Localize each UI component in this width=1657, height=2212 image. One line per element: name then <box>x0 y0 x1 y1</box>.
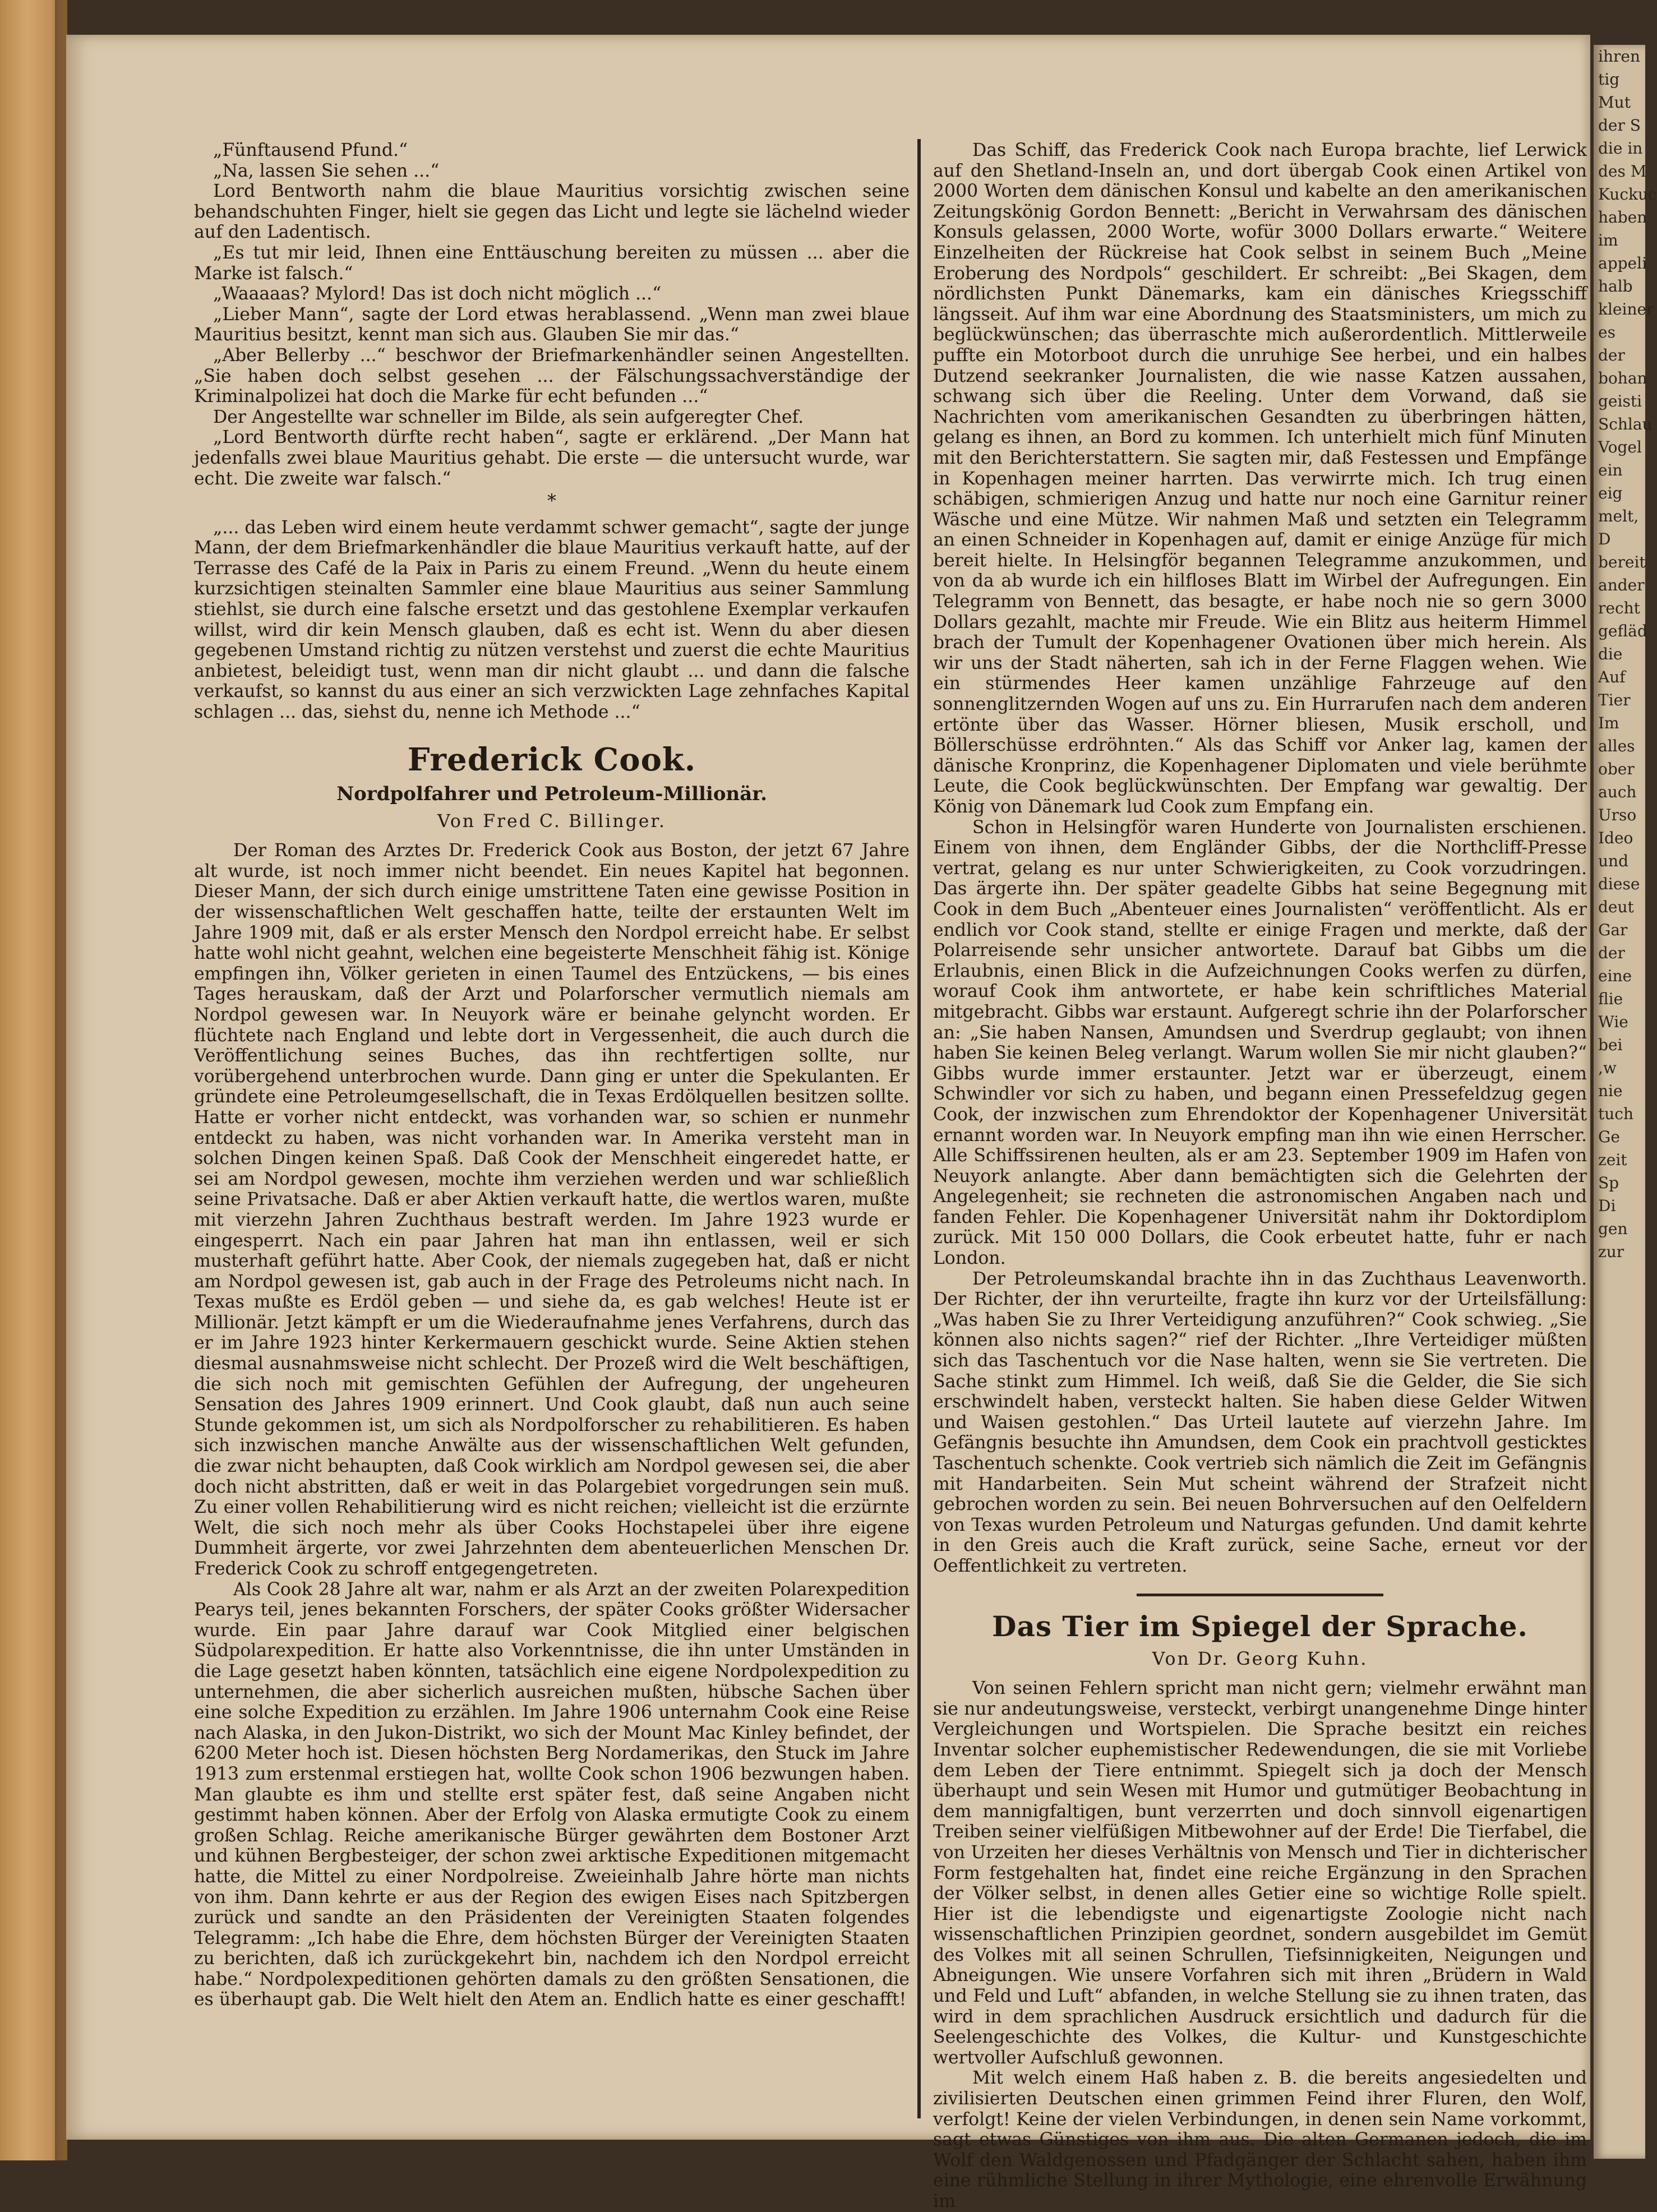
column-divider <box>917 139 921 2118</box>
story-paragraph: „Aber Bellerby ...“ beschwor der Briefmarkenhändler seinen Angestellten. „Sie haben doch selbst gesehen ... der Fälschungssachverständige der Kriminalpolizei hat doch die Marke für echt befunden ...“ <box>194 345 910 407</box>
adjacent-page-fragment: zur <box>1598 1243 1624 1261</box>
article-byline: Von Fred C. Billinger. <box>437 811 666 832</box>
story-ending <box>194 140 910 489</box>
left-column <box>194 140 910 2010</box>
adjacent-page-fragment: appeli <box>1598 254 1647 273</box>
adjacent-page-fragment: melt, <box>1598 507 1639 525</box>
story-paragraph: Lord Bentworth nahm die blaue Mauritius vorsichtig zwischen seine behandschuhten Finger, hielt sie gegen das Licht und legte sie lächelnd wieder auf den Ladentisch. <box>194 181 910 243</box>
adjacent-page-fragment: bereit <box>1598 553 1646 571</box>
adjacent-page-fragment: Mut <box>1598 93 1631 112</box>
story-closing-paragraph: „... das Leben wird einem heute verdammt schwer gemacht“, sagte der junge Mann, der dem Briefmarkenhändler die blaue Mauritius verkauft hatte, auf der Terrasse des Café de la Paix in Paris zu einem Freund. „Wenn du heute einem kurzsichtigen steinalten Sammler eine blaue Mauritius aus seiner Sammlung stiehlst, sie durch eine falsche ersetzt und das gestohlene Exemplar verkaufen willst, wird dir kein Mensch glauben, daß es echt ist. Wenn du aber diesen gegebenen Umstand richtig zu nützen verstehst und zuerst die echte Mauritius anbietest, beleidigt tust, wenn man dir nicht glaubt ... und dann die falsche verkaufst, so kannst du aus einer an sich verzwickten Lage zehnfaches Kapital schlagen ... das, siehst du, nenne ich Methode ...“ <box>194 517 910 723</box>
adjacent-page-fragment: eig <box>1598 484 1623 502</box>
adjacent-page-fragment: der S <box>1598 116 1641 135</box>
adjacent-page-fragment: deut <box>1598 898 1634 916</box>
adjacent-page-fragment: ober <box>1598 760 1635 778</box>
article-paragraph: Als Cook 28 Jahre alt war, nahm er als Arzt an der zweiten Polarexpedition Pearys teil, jenes bekannten Forschers, der später Cooks größter Widersacher wurde. Ein paar Jahre darauf war Cook Mitglied einer belgischen Südpolarexpedition. Er hatte also Vorkenntnisse, die ihn unter Umständen in die Lage gesetzt haben könnten, tatsächlich eine eigene Nordpolexpedition zu unternehmen, die aber sicherlich ausreichen mußten, hübsche Sachen über eine solche Expedition zu erzählen. Im Jahre 1906 unternahm Cook eine Reise nach Alaska, in den Jukon-Distrikt, wo sich der Mount Mac Kinley befindet, der 6200 Meter hoch ist. Diesen höchsten Berg Nordamerikas, den Stuck im Jahre 1913 zum erstenmal erstiegen hat, wollte Cook schon 1906 bezwungen haben. Man glaubte es ihm und stellte erst später fest, daß seine Angaben nicht gestimmt haben können. Aber der Erfolg von Alaska ermutigte Cook zu einem großen Schlag. Reiche amerikanische Bürger gewährten dem Bostoner Arzt und kühnen Bergbesteiger, der schon zwei arktische Expeditionen mitgemacht hatte, die Mittel zu einer Nordpolreise. Zweieinhalb Jahre hörte man nichts von ihm. Dann kehrte er aus der Region des ewigen Eises nach Spitzbergen zurück und sandte an den Präsidenten der Vereinigten Staaten folgendes Telegramm: „Ich habe die Ehre, dem höchsten Bürger der Vereinigten Staaten zu berichten, daß ich zurückgekehrt bin, nachdem ich den Nordpol erreicht habe.“ Nordpolexpeditionen gehörten damals zu den größten Sensationen, die es überhaupt gab. Die Welt hielt den Atem an. Endlich hatte es einer geschafft! <box>194 1579 910 2010</box>
adjacent-page-fragment: ,w <box>1598 1059 1617 1077</box>
article-body <box>194 841 910 2010</box>
adjacent-page-fragment: halb <box>1598 277 1633 295</box>
adjacent-page-fragment: ander <box>1598 576 1645 594</box>
adjacent-page-fragment: die <box>1598 645 1623 663</box>
adjacent-page-fragment: im <box>1598 231 1618 250</box>
adjacent-page-fragment: kleiner <box>1598 300 1654 318</box>
adjacent-page-fragment: tuch <box>1598 1105 1633 1123</box>
adjacent-page-fragment: des M <box>1598 162 1647 181</box>
right-column <box>933 140 1587 2212</box>
adjacent-page-fragment: Wie <box>1598 1013 1628 1031</box>
adjacent-page-fragment: Kuckuc <box>1598 185 1657 204</box>
adjacent-page-fragment: Im <box>1598 714 1619 732</box>
adjacent-page-fragment: eine <box>1598 967 1632 985</box>
section-separator: * <box>547 491 556 512</box>
adjacent-page-fragment: Tier <box>1598 691 1631 709</box>
adjacent-page-edge <box>1594 45 1657 2159</box>
story-paragraph: „Lieber Mann“, sagte der Lord etwas herablassend. „Wenn man zwei blaue Mauritius besitzt, kennt man sich aus. Glauben Sie mir das.“ <box>194 304 910 345</box>
article2-paragraph: Mit welch einem Haß haben z. B. die bereits angesiedelten und zivilisierten Deutschen einen grimmen Feind ihrer Fluren, den Wolf, verfolgt! Keine der vielen Verbindungen, in denen sein Name vorkommt, sagt etwas Günstiges von ihm aus. Die alten Germanen jedoch, die im Wolf den Waldgenossen und Pfadgänger der Schlacht sahen, haben ihm eine rühmliche Stellung in ihrer Mythologie, eine ehrenvolle Erwähnung im <box>933 2068 1587 2211</box>
adjacent-page-fragment: ihren <box>1598 47 1640 66</box>
story-paragraph: „Fünftausend Pfund.“ <box>213 140 408 160</box>
article2-paragraph: Von seinen Fehlern spricht man nicht gern; vielmehr erwähnt man sie nur andeutungsweise, versteckt, verbirgt unangenehme Dinge hinter Vergleichungen und Wortspielen. Die Sprache besitzt ein reiches Inventar solcher euphemistischer Redewendungen, die sie mit Vorliebe dem Leben der Tiere entnimmt. Spiegelt sich ja doch der Mensch überhaupt und sein Wesen mit Humor und gutmütiger Beobachtung in dem mannigfaltigen, bunt verzerrten und doch sinnvoll eigenartigen Treiben seiner vielfüßigen Mitbewohner auf der Erde! Die Tierfabel, die von Urzeiten her dieses Verhältnis von Mensch und Tier in dichterischer Form festgehalten hat, findet eine reiche Ergänzung in den Sprachen der Völker selbst, in denen alles Getier eine so wichtige Rolle spielt. Hier ist die lebendigste und eigenartigste Zoologie nicht nach wissenschaftlichen Prinzipien geordnet, sondern ausgebildet im Gemüt des Volkes mit all seinen Schrullen, Tiefsinnigkeiten, Neigungen und Abneigungen. Wie unsere Vorfahren sich mit ihren „Brüdern in Wald und Feld und Luft“ abfanden, in welche Stellung sie zu ihnen traten, das wird in dem sprachlichen Ausdruck ersichtlich und dadurch für die Seelengeschichte des Volkes, die Kultur- und Kunstgeschichte wertvoller Aufschluß gewonnen. <box>933 1678 1587 2068</box>
adjacent-page-fragment: gefläd <box>1598 622 1647 640</box>
adjacent-page-fragment: auch <box>1598 783 1637 801</box>
story-paragraph: Der Angestellte war schneller im Bilde, als sein aufgeregter Chef. <box>213 407 804 427</box>
adjacent-page-fragment: geisti <box>1598 392 1642 410</box>
article2-title: Das Tier im Spiegel der Sprache. <box>992 1609 1528 1643</box>
adjacent-page-fragment: ein <box>1598 461 1623 479</box>
adjacent-page-fragment: alles <box>1598 737 1635 755</box>
adjacent-page-fragment: bei <box>1598 1036 1623 1054</box>
adjacent-page-fragment: es <box>1598 323 1616 341</box>
adjacent-page-fragment: Schlau <box>1598 415 1653 433</box>
adjacent-page-fragment: Gar <box>1598 921 1628 939</box>
story-paragraph: „Na, lassen Sie sehen ...“ <box>213 160 440 181</box>
adjacent-page-fragment: diese <box>1598 875 1640 893</box>
adjacent-page-fragment: tig <box>1598 70 1620 89</box>
adjacent-page-fragment: der <box>1598 346 1625 364</box>
adjacent-page-fragment: Sp <box>1598 1174 1619 1192</box>
article-paragraph: Der Petroleumskandal brachte ihn in das Zuchthaus Leavenworth. Der Richter, der ihn verurteilte, fragte ihn kurz vor der Urteilsfällung: „Was haben Sie zu Ihrer Verteidigung anzuführen?“ Cook schwieg. „Sie können also nichts sagen?“ rief der Richter. „Ihre Verteidiger müßten sich das Taschentuch vor die Nase halten, wenn sie Sie vertreten. Die Sache stinkt zum Himmel. Ich weiß, daß Sie die Gelder, die Sie sich erschwindelt haben, versteckt halten. Sie haben diese Gelder Witwen und Waisen gestohlen.“ Das Urteil lautete auf vierzehn Jahre. Im Gefängnis besuchte ihn Amundsen, dem Cook ein prachtvoll gesticktes Taschentuch schenkte. Cook vertrieb sich nämlich die Zeit im Gefängnis mit Handarbeiten. Sein Mut scheint während der Strafzeit nicht gebrochen worden zu sein. Bei neuen Bohrversuchen auf den Oelfeldern von Texas wurden Petroleum und Naturgas gefunden. Und damit kehrte in den Greis auch die Kraft zurück, seine Sache, erneut vor der Oeffentlichkeit zu vertreten. <box>933 1268 1587 1576</box>
story-paragraph: „Es tut mir leid, Ihnen eine Enttäuschung bereiten zu müssen ... aber die Marke ist falsch.“ <box>194 242 910 284</box>
adjacent-page-fragment: zeit <box>1598 1151 1627 1169</box>
adjacent-page-fragment: recht <box>1598 599 1640 617</box>
article2-body <box>933 1678 1587 2211</box>
article-title: Frederick Cook. <box>407 741 696 778</box>
adjacent-page-fragment: Ideo <box>1598 829 1633 847</box>
story-paragraph: „Lord Bentworth dürfte recht haben“, sagte er erklärend. „Der Mann hat jedenfalls zwei blaue Mauritius gehabt. Die erste — die untersucht wurde, war echt. Die zweite war falsch.“ <box>194 427 910 489</box>
adjacent-page-fragment: gen <box>1598 1220 1628 1238</box>
adjacent-page-fragment: Ge <box>1598 1128 1620 1146</box>
article-paragraph: Das Schiff, das Frederick Cook nach Europa brachte, lief Lerwick auf den Shetland-Inseln an, und dort übergab Cook einen Artikel von 2000 Worten dem dänischen Konsul und kabelte an den amerikanischen Zeitungskönig Gordon Bennett: „Bericht in Verwahrsam des dänischen Konsuls gelassen, 2000 Worte, wofür 3000 Dollars erwarte.“ Weitere Einzelheiten der Rückreise hat Cook selbst in seinem Buch „Meine Eroberung des Nordpols“ geschildert. Er schreibt: „Bei Skagen, dem nördlichsten Punkt Dänemarks, kam ein dänisches Kriegsschiff längsseit. Auf ihm war eine Abordnung des Staatsministers, um mich zu beglückwünschen; das überraschte mich außerordentlich. Mittlerweile puffte ein Motorboot durch die unruhige See herbei, und ein halbes Dutzend seekranker Journalisten, die wie nasse Katzen aussahen, schwang sich über die Reeling. Unter dem Vorwand, daß sie Nachrichten vom amerikanischen Gesandten zu überbringen hätten, gelang es ihnen, an Bord zu kommen. Ich unterhielt mich fünf Minuten mit den Berichterstattern. Sie sagten mir, daß Festessen und Empfänge in Kopenhagen meiner harrten. Das verwirrte mich. Ich trug einen schäbigen, schmierigen Anzug und hatte nur noch eine Garnitur reiner Wäsche und eine Mütze. Wir nahmen Maß und setzten ein Telegramm an einen Schneider in Kopenhagen auf, damit er einige Anzüge für mich bereit hielte. In Helsingför begannen Telegramme anzukommen, und von da ab wurde ich ein hilfloses Blatt im Wirbel der Aufregungen. Ein Telegramm von Bennett, das besagte, er habe noch nie so gern 3000 Dollars gezahlt, machte mir Freude. Wie ein Blitz aus heiterm Himmel brach der Tumult der Kopenhagener Ovationen über mich herein. Als wir uns der Stadt näherten, sah ich in der Ferne Flaggen wehen. Wie ein stürmendes Heer kamen unzählige Fahrzeuge auf den sonnenglitzernden Wogen auf uns zu. Ein Hurrarufen nach dem anderen ertönte über das Wasser. Hörner bliesen, Musik erscholl, und Böllerschüsse erdröhnten.“ Als das Schiff vor Anker lag, kamen der dänische Kronprinz, die Kopenhagener Diplomaten und viele berühmte Leute, die Cook beglückwünschten. Der Empfang war gewaltig. Der König von Dänemark lud Cook zum Empfang ein. <box>933 140 1587 817</box>
adjacent-page-fragment: und <box>1598 852 1628 870</box>
adjacent-page-fragment: haben <box>1598 208 1647 227</box>
article-body-continued <box>933 140 1587 1577</box>
article-subtitle: Nordpolfahrer und Petroleum-Millionär. <box>336 782 767 805</box>
adjacent-page-fragment: D <box>1598 530 1611 548</box>
story-paragraph: „Waaaaas? Mylord! Das ist doch nicht möglich ...“ <box>213 284 662 304</box>
article-paragraph: Der Roman des Arztes Dr. Frederick Cook aus Boston, der jetzt 67 Jahre alt wurde, ist noch immer nicht beendet. Ein neues Kapitel hat begonnen. Dieser Mann, der sich durch einige umstrittene Taten eine gewisse Position in der wissenschaftlichen Welt geschaffen hatte, teilte der erstaunten Welt im Jahre 1909 mit, daß er als erster Mensch den Nordpol erreicht habe. Er selbst hatte wohl nicht geahnt, welchen eine begeisterte Menschheit fähig ist. Könige empfingen ihn, Völker gerieten in einen Taumel des Entzückens, — bis eines Tages herauskam, daß der Arzt und Polarforscher vermutlich niemals am Nordpol gewesen war. In Neuyork wäre er beinahe gelyncht worden. Er flüchtete nach England und lebte dort in Vergessenheit, die auch durch die Veröffentlichung seines Buches, das ihn rechtfertigen sollte, nur vorübergehend unterbrochen wurde. Dann ging er unter die Spekulanten. Er gründete eine Petroleumgesellschaft, die in Texas Erdölquellen besitzen sollte. Hatte er vorher nicht entdeckt, was vorhanden war, so schien er nunmehr entdeckt zu haben, was nicht vorhanden war. In Amerika versteht man in solchen Dingen keinen Spaß. Daß Cook der Menschheit eingeredet hatte, er sei am Nordpol gewesen, mochte ihm verziehen werden und war schließlich seine Privatsache. Daß er aber Aktien verkauft hatte, die wertlos waren, mußte mit vierzehn Jahren Zuchthaus bestraft werden. Im Jahre 1923 wurde er eingesperrt. Nach ein paar Jahren hat man ihn entlassen, weil er sich musterhaft geführt hatte. Aber Cook, der niemals zugegeben hat, daß er nicht am Nordpol gewesen ist, gab auch in der Frage des Petroleums nicht nach. In Texas mußte es Erdöl geben — und siehe da, es gab welches! Heute ist er Millionär. Jetzt kämpft er um die Wiederaufnahme jenes Verfahrens, durch das er im Jahre 1923 hinter Kerkermauern geschickt wurde. Seine Aktien stehen diesmal ausnahmsweise nicht schlecht. Der Prozeß wird die Welt beschäftigen, die sich noch mit gemischten Gefühlen der Aufregung, der ungeheuren Sensation des Jahres 1909 erinnert. Und Cook glaubt, daß nun auch seine Stunde gekommen ist, um sich als Nordpolforscher zu rehabilitieren. Es haben sich inzwischen manche Anwälte aus der wissenschaftlichen Welt gefunden, die zwar nicht behaupten, daß Cook wirklich am Nordpol gewesen sei, die aber doch nicht abstritten, daß er weit in das Polargebiet vorgedrungen sein muß. Zu einer vollen Rehabilitierung wird es nicht reichen; vielleicht ist die erzürnte Welt, die sich noch mehr als über Cooks Hochstapelei über ihre eigene Dummheit ärgerte, vor zwei Jahrzehnten dem abenteuerlichen Menschen Dr. Frederick Cook zu schroff entgegengetreten. <box>194 841 910 1579</box>
adjacent-page-fragment: Auf <box>1598 668 1626 686</box>
adjacent-page-fragment: Vogel <box>1598 438 1642 456</box>
adjacent-page-fragment: die in <box>1598 139 1643 158</box>
adjacent-page-fragment: der <box>1598 944 1625 962</box>
article-separator-rule <box>1137 1594 1383 1596</box>
article-paragraph: Schon in Helsingför waren Hunderte von Journalisten erschienen. Einem von ihnen, dem Engländer Gibbs, der die Northcliff-Presse vertrat, gelang es nur unter Schwierigkeiten, zu Cook vorzudringen. Das ärgerte ihn. Der später geadelte Gibbs hat seine Begegnung mit Cook in dem Buch „Abenteuer eines Journalisten“ veröffentlicht. Als er endlich vor Cook stand, stellte er einige Fragen und merkte, daß der Polarreisende sehr unsicher antwortete. Darauf bat Gibbs um die Erlaubnis, einen Blick in die Aufzeichnungen Cooks werfen zu dürfen, worauf Cook ihm antwortete, er habe kein schriftliches Material mitgebracht. Gibbs war erstaunt. Aufgeregt schrie ihn der Polarforscher an: „Sie haben Nansen, Amundsen und Sverdrup geglaubt; von ihnen haben Sie keinen Beleg verlangt. Warum wollen Sie mir nicht glauben?“ Gibbs wurde immer erstaunter. Jetzt war er überzeugt, einem Schwindler vor sich zu haben, und begann einen Pressefeldzug gegen Cook, der inzwischen zum Ehrendoktor der Kopenhagener Universität ernannt worden war. In Neuyork empfing man ihn wie einen Herrscher. Alle Schiffssirenen heulten, als er am 23. September 1909 im Hafen von Neuyork anlangte. Aber dann bemächtigten sich die Gelehrten der Angelegenheit; sie rechneten die astronomischen Angaben nach und fanden Fehler. Die Kopenhagener Universität nahm ihr Doktordiplom zurück. Mit 150 000 Dollars, die Cook erbeutet hatte, fuhr er nach London. <box>933 817 1587 1269</box>
adjacent-page-fragment: Di <box>1598 1197 1616 1215</box>
adjacent-page-fragment: bohan <box>1598 369 1647 387</box>
article2-byline: Von Dr. Georg Kuhn. <box>1152 1648 1368 1669</box>
adjacent-page-fragment: flie <box>1598 990 1623 1008</box>
adjacent-page-fragment: nie <box>1598 1082 1623 1100</box>
adjacent-page-fragment: Urso <box>1598 806 1637 824</box>
